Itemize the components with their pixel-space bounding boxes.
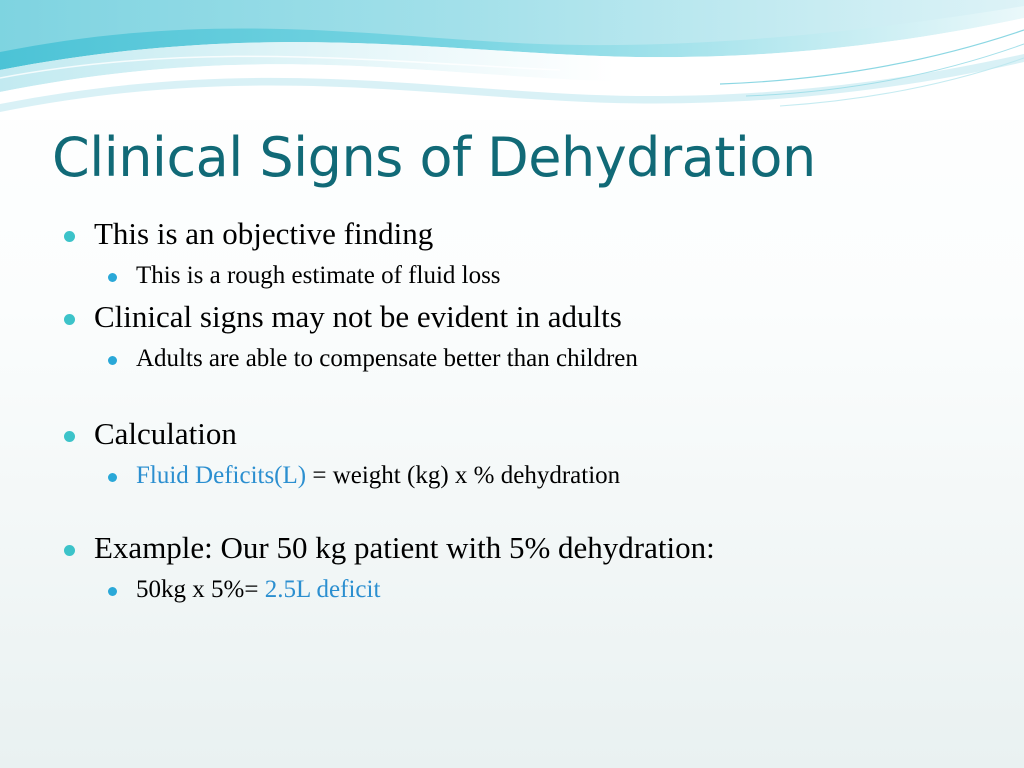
list-item-result [50, 572, 990, 608]
list-item: Example: Our 50 kg patient with 5% dehydration: [50, 526, 990, 571]
list-spacer [50, 378, 990, 412]
slide-body [50, 212, 990, 609]
list-item: This is an objective finding [50, 212, 990, 257]
result-expression: 50kg x 5%= [136, 575, 265, 603]
formula-term: Fluid Deficits(L) [136, 462, 307, 490]
slide-title: Clinical Signs of Dehydration [52, 126, 816, 189]
list-spacer [50, 496, 990, 526]
bullet-list [50, 212, 990, 608]
result-value: 2.5L deficit [264, 575, 381, 603]
list-item: Clinical signs may not be evident in adults [50, 295, 990, 340]
list-item: This is a rough estimate of fluid loss [50, 258, 990, 294]
list-item: Calculation [50, 412, 990, 457]
decorative-header-banner [0, 0, 1024, 120]
formula-rest: = weight (kg) x % dehydration [306, 462, 621, 490]
list-item-formula [50, 458, 990, 494]
list-item: Adults are able to compensate better than children [50, 341, 990, 377]
